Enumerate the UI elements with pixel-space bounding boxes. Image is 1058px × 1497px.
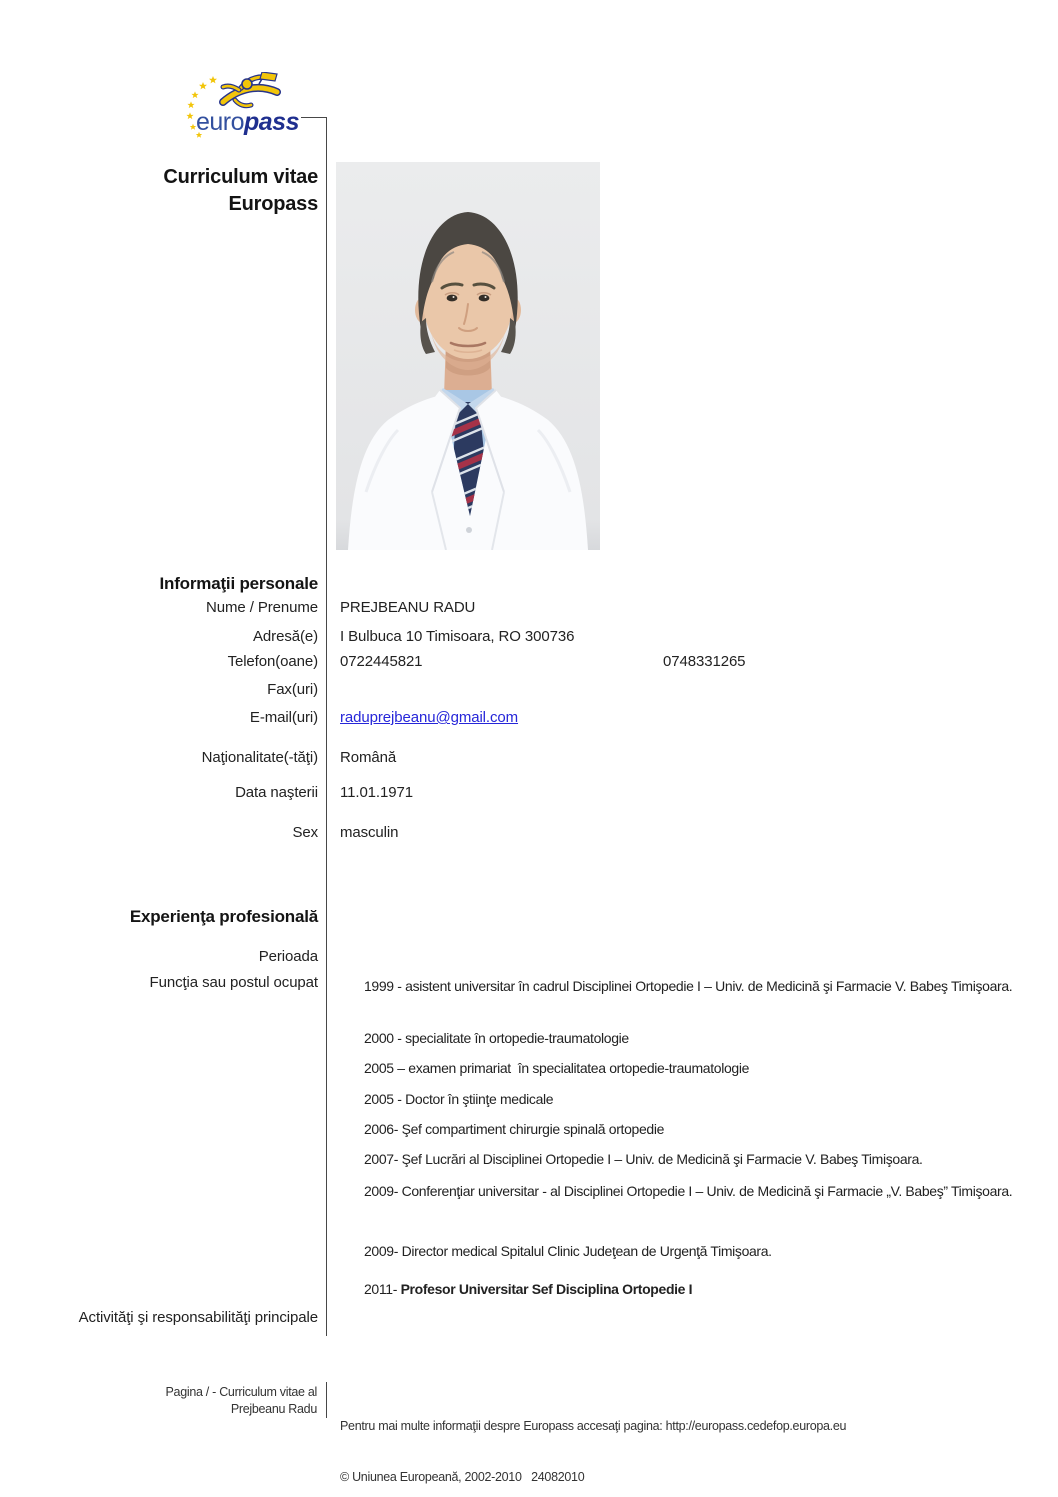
experience-entry-2009-director: 2009- Director medical Spitalul Clinic Judeţean de Urgenţă Timişoara. bbox=[364, 1243, 772, 1259]
experience-entry-2009-conferentiar: 2009- Conferenţiar universitar - al Disciplinei Ortopedie I – Univ. de Medicină şi Farmacie „V. Babeş” Timişoara. bbox=[364, 1183, 1013, 1199]
email-link[interactable]: raduprejbeanu@gmail.com bbox=[340, 709, 519, 726]
field-label-birthdate: Data naşterii bbox=[235, 784, 318, 801]
footer-right-line-1: Pentru mai multe informaţii despre Europass accesaţi pagina: http://europass.cedefop.europa.eu bbox=[340, 1419, 847, 1433]
field-value-birthdate: 11.01.1971 bbox=[340, 784, 413, 801]
footer-right-line-2: © Uniunea Europeană, 2002-2010 24082010 bbox=[340, 1470, 585, 1484]
field-row-nationality bbox=[0, 748, 1058, 768]
field-label-sex: Sex bbox=[292, 824, 318, 841]
field-label-phone: Telefon(oane) bbox=[227, 653, 318, 670]
field-row-name bbox=[0, 598, 1058, 618]
field-value-phone: 0722445821 bbox=[340, 653, 423, 670]
field-row-sex bbox=[0, 823, 1058, 843]
logo-word-pass: pass bbox=[244, 108, 299, 136]
europass-logo bbox=[183, 72, 315, 142]
field-label-period: Perioada bbox=[258, 948, 318, 965]
experience-entry-2005-primariat: 2005 – examen primariat în specialitatea ortopedie-traumatologie bbox=[364, 1060, 750, 1076]
footer-left-line-1: Pagina / - Curriculum vitae al bbox=[165, 1385, 317, 1399]
entry-2011-prefix: 2011- bbox=[364, 1281, 401, 1297]
field-value-name: PREJBEANU RADU bbox=[340, 599, 476, 616]
title-line-1: Curriculum vitae bbox=[163, 166, 318, 188]
field-row-activities bbox=[0, 1308, 1058, 1328]
footer-europass-info bbox=[340, 1384, 1040, 1497]
logo-word-euro: euro bbox=[196, 108, 245, 136]
experience-entry-2005-doctor: 2005 - Doctor în ştiinţe medicale bbox=[364, 1091, 554, 1107]
section-heading-experience: Experienţa profesională bbox=[129, 907, 318, 926]
field-value-address: I Bulbuca 10 Timisoara, RO 300736 bbox=[340, 628, 575, 645]
experience-entry-1999: 1999 - asistent universitar în cadrul Disciplinei Ortopedie I – Univ. de Medicină şi Farmacie V. Babeş Timişoara. bbox=[364, 978, 1013, 994]
field-row-email bbox=[0, 708, 1058, 728]
logo-connector-line bbox=[301, 117, 326, 118]
field-row-address bbox=[0, 627, 1058, 647]
field-label-address: Adresă(e) bbox=[253, 628, 318, 645]
page-title bbox=[0, 164, 318, 218]
field-label-fax: Fax(uri) bbox=[267, 681, 318, 698]
field-label-nationality: Naţionalitate(-tăţi) bbox=[201, 749, 318, 766]
leaping-figure-icon bbox=[223, 72, 277, 106]
section-heading-personal-info: Informaţii personale bbox=[159, 574, 318, 593]
footer-page-info bbox=[0, 1384, 317, 1418]
experience-entry-2006: 2006- Şef compartiment chirurgie spinală ortopedie bbox=[364, 1121, 665, 1137]
field-value-mobile: 0748331265 bbox=[663, 653, 746, 670]
footer-divider-line bbox=[326, 1382, 327, 1418]
experience-entry-2011 bbox=[328, 1279, 1018, 1299]
field-value-sex: masculin bbox=[340, 824, 399, 841]
field-row-fax bbox=[0, 680, 1058, 700]
field-label-name: Nume / Prenume bbox=[206, 599, 318, 616]
experience-entry-2000: 2000 - specialitate în ortopedie-traumatologie bbox=[364, 1030, 629, 1046]
field-row-phone bbox=[0, 652, 1058, 672]
field-label-email: E-mail(uri) bbox=[249, 709, 318, 726]
entry-2011-title: Profesor Universitar Sef Disciplina Ortopedie I bbox=[400, 1281, 693, 1297]
field-value-nationality: Română bbox=[340, 749, 397, 766]
field-label-activities: Activităţi şi responsabilităţi principale bbox=[78, 1309, 318, 1326]
footer-left-line-2: Prejbeanu Radu bbox=[230, 1402, 317, 1416]
field-row-period bbox=[0, 947, 1058, 967]
field-row-birthdate bbox=[0, 783, 1058, 803]
portrait-photo bbox=[336, 162, 600, 550]
experience-entry-2007: 2007- Şef Lucrări al Disciplinei Ortopedie I – Univ. de Medicină şi Farmacie V. Babeş Timişoara. bbox=[364, 1151, 923, 1167]
title-line-2: Europass bbox=[228, 193, 318, 215]
field-label-position: Funcţia sau postul ocupat bbox=[149, 974, 318, 991]
